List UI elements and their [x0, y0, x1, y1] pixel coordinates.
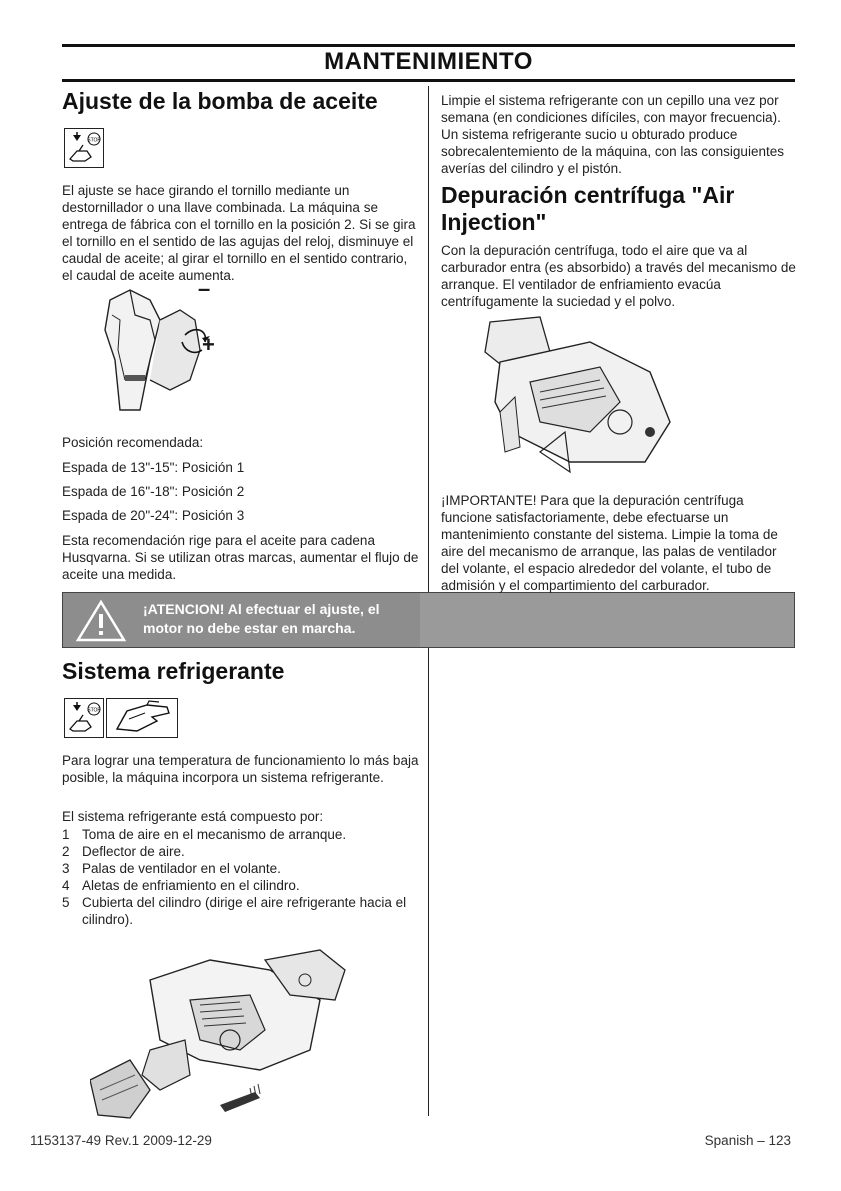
oil-note: Esta recomendación rige para el aceite para cadena Husqvarna. Si se utilizan otras marcas, aumentar el flujo de aceite una medida.	[62, 533, 419, 582]
oil-pump-heading: Ajuste de la bomba de aceite	[62, 88, 378, 114]
page-number: Spanish – 123	[704, 1133, 791, 1148]
air-injection-illustration	[470, 312, 680, 482]
warning-box	[62, 592, 795, 648]
air-injection-heading: Depuración centrífuga "Air Injection"	[441, 182, 735, 236]
cooling-parts-list	[62, 826, 419, 928]
cooling-intro: Para lograr una temperatura de funcionamiento lo más baja posible, la máquina incorpora un sistema refrigerante.	[62, 753, 419, 785]
header-rule-bottom	[62, 79, 795, 82]
list-item: 4 Aletas de enfriamiento en el cilindro.	[62, 878, 300, 893]
header-rule-top	[62, 44, 795, 47]
minus-label: –	[198, 276, 211, 301]
position-1: Espada de 13"-15": Posición 1	[62, 460, 245, 475]
list-item: 1 Toma de aire en el mecanismo de arranque.	[62, 827, 347, 842]
oil-pump-illustration	[90, 276, 230, 420]
list-item: 2 Deflector de aire.	[62, 844, 185, 859]
document-number: 1153137-49 Rev.1 2009-12-29	[30, 1133, 212, 1148]
stop-switch-icon	[64, 698, 104, 738]
protective-glove-icon	[106, 698, 178, 738]
position-2: Espada de 16"-18": Posición 2	[62, 484, 245, 499]
list-item: 3 Palas de ventilador en el volante.	[62, 861, 281, 876]
air-injection-intro: Con la depuración centrífuga, todo el aire que va al carburador entra (es absorbido) a través del mecanismo de arranque. El ventilador de enfriamiento evacúa centrífugamente la suciedad y el polvo.	[441, 243, 796, 309]
plus-label: +	[202, 332, 215, 357]
oil-pump-intro: El ajuste se hace girando el tornillo mediante un destornillador o una llave combinada. La máquina se entrega de fábrica con el tornillo en la posición 2. Si se gira el tornillo en el sentido de las agujas del reloj, disminuye el caudal de aceite; al girar el tornillo en el sentido contrario, el caudal de aceite aumenta.	[62, 183, 416, 283]
page-title: MANTENIMIENTO	[324, 48, 533, 75]
warning-triangle-icon	[75, 599, 127, 643]
cooling-system-illustration	[90, 940, 360, 1120]
cooling-composed: El sistema refrigerante está compuesto por:	[62, 809, 324, 824]
cooling-clean-text: Limpie el sistema refrigerante con un cepillo una vez por semana (en condiciones difíciles, con mayor frecuencia). Un sistema refrigerante sucio u obturado produce sobrecalentemiento de la máquina, con las consiguientes averías del cilindro y el pistón.	[441, 93, 784, 176]
list-item: 5 Cubierta del cilindro (dirige el aire refrigerante hacia el cilindro).	[62, 895, 407, 927]
air-injection-important: ¡IMPORTANTE! Para que la depuración centrífuga funcione satisfactoriamente, debe efectuarse un mantenimiento constante del sistema. Limpie la toma de aire del mecanismo de arranque, las palas de ventilador del volante, el espacio alrededor del volante, el tubo de admisión y el compartimiento del carburador.	[441, 493, 778, 593]
svg-text:STOP: STOP	[87, 137, 101, 144]
position-3: Espada de 20"-24": Posición 3	[62, 508, 245, 523]
warning-text: ¡ATENCION! Al efectuar el ajuste, el motor no debe estar en marcha.	[143, 601, 380, 636]
stop-switch-icon	[64, 128, 104, 168]
svg-text:STOP: STOP	[87, 707, 101, 714]
recommended-label: Posición recomendada:	[62, 435, 204, 450]
cooling-heading: Sistema refrigerante	[62, 658, 285, 684]
